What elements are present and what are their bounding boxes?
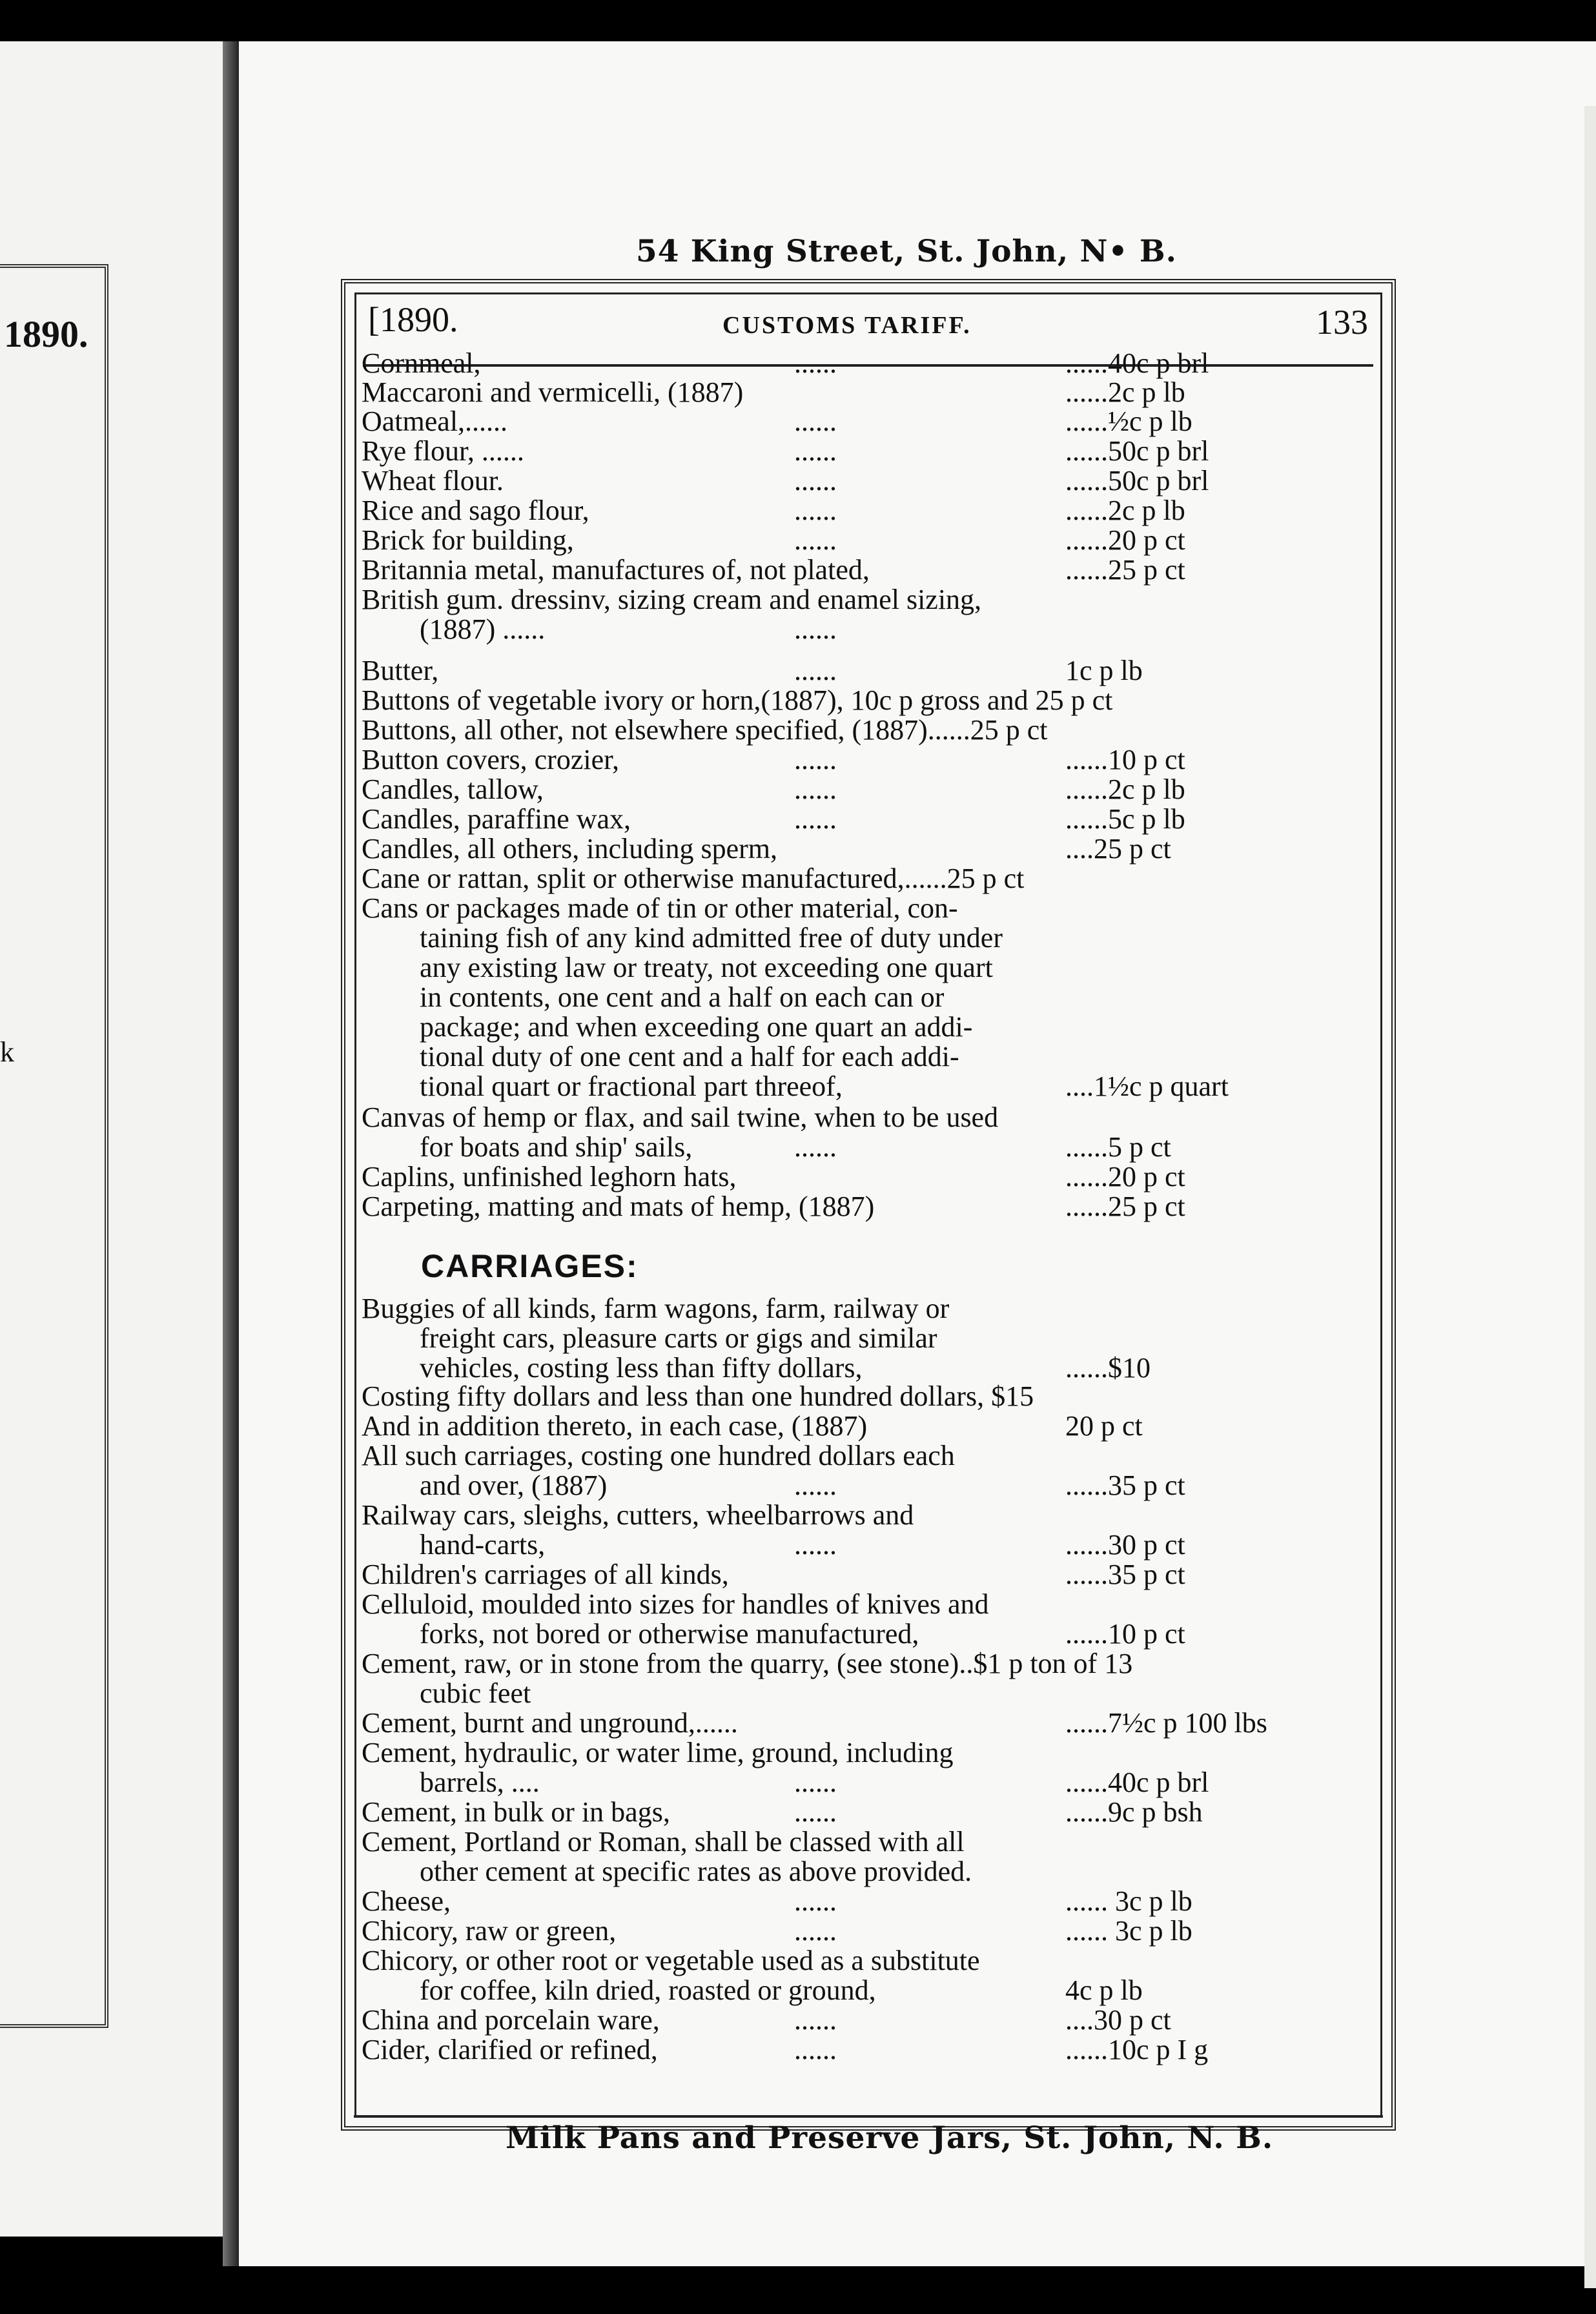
tariff-entry-rate: ......35 p ct [1065, 1559, 1185, 1590]
tariff-entry-line: Cornmeal, [362, 347, 481, 379]
left-page [0, 41, 224, 2237]
tariff-entry-line: tional duty of one cent and a half for each addi- [420, 1041, 959, 1072]
tariff-entry-leader-dots: ...... [794, 495, 837, 526]
tariff-entry-line: hand-carts, [420, 1529, 546, 1561]
tariff-entry-rate: 20 p ct [1065, 1410, 1143, 1442]
tariff-entry-line: Costing fifty dollars and less than one hundred dollars, $15 [362, 1380, 1034, 1412]
tariff-entry-leader-dots: ...... [794, 1469, 837, 1501]
left-page-margin-mark: k [0, 1036, 14, 1068]
tariff-entry-leader-dots: ...... [794, 1766, 837, 1798]
page-gutter [223, 41, 239, 2266]
tariff-entry-rate: ......40c p brl [1065, 347, 1209, 379]
tariff-entry-rate: ......10 p ct [1065, 744, 1185, 775]
tariff-entry-leader-dots: ...... [794, 1529, 837, 1561]
tariff-entry-line: freight cars, pleasure carts or gigs and similar [420, 1322, 937, 1354]
tariff-entry-rate: ......½c p lb [1065, 405, 1192, 437]
tariff-entry-leader-dots: ...... [794, 1885, 837, 1917]
tariff-entry-rate: ......$10 [1065, 1352, 1151, 1384]
tariff-entry-line: Cane or rattan, split or otherwise manufactured,......25 p ct [362, 863, 1025, 894]
tariff-entry-line: Cement, in bulk or in bags, [362, 1796, 670, 1828]
tariff-entry-line: Chicory, raw or green, [362, 1915, 617, 1947]
tariff-entry-line: Candles, tallow, [362, 773, 544, 805]
tariff-entry-leader-dots: ...... [794, 465, 837, 497]
tariff-entry-line: forks, not bored or otherwise manufactured, [420, 1618, 919, 1650]
tariff-entry-line: barrels, .... [420, 1766, 540, 1798]
tariff-entry-rate: ......5c p lb [1065, 803, 1185, 835]
page-number: 133 [1316, 303, 1368, 342]
tariff-entry-line: Candles, all others, including sperm, [362, 833, 777, 865]
tariff-entry-leader-dots: ...... [794, 1131, 837, 1163]
tariff-entry-line: Maccaroni and vermicelli, (1887) [362, 376, 744, 408]
tariff-entry-line: Britannia metal, manufactures of, not plated, [362, 554, 870, 586]
tariff-entry-leader-dots: ...... [794, 773, 837, 805]
tariff-entry-rate: ......2c p lb [1065, 495, 1185, 526]
tariff-entry-line: taining fish of any kind admitted free of duty under [420, 922, 1003, 954]
tariff-entry-rate: ....30 p ct [1065, 2004, 1171, 2036]
tariff-entry-rate: ......7½c p 100 lbs [1065, 1707, 1267, 1739]
tariff-entry-line: and over, (1887) [420, 1469, 608, 1501]
tariff-entry-line: Rice and sago flour, [362, 495, 589, 526]
tariff-entry-line: package; and when exceeding one quart an addi- [420, 1011, 973, 1043]
tariff-entry-leader-dots: ...... [794, 803, 837, 835]
running-head-title: CUSTOMS TARIFF. [722, 312, 972, 339]
tariff-entry-line: Buggies of all kinds, farm wagons, farm, railway or [362, 1293, 950, 1324]
tariff-entry-line: China and porcelain ware, [362, 2004, 660, 2036]
tariff-entry-line: Railway cars, sleighs, cutters, wheelbarrows and [362, 1499, 914, 1531]
tariff-entry-rate: 1c p lb [1065, 655, 1143, 686]
tariff-entry-line: Cement, Portland or Roman, shall be classed with all [362, 1826, 965, 1858]
tariff-entry-line: Children's carriages of all kinds, [362, 1559, 729, 1590]
tariff-entry-line: Cement, burnt and unground,...... [362, 1707, 738, 1739]
tariff-entry-line: Oatmeal,...... [362, 405, 508, 437]
tariff-entry-rate: ......30 p ct [1065, 1529, 1185, 1561]
tariff-entry-leader-dots: ...... [794, 2004, 837, 2036]
tariff-entry-line: other cement at specific rates as above provided. [420, 1856, 972, 1887]
tariff-entry-leader-dots: ...... [794, 405, 837, 437]
tariff-entry-line: And in addition thereto, in each case, (1887) [362, 1410, 868, 1442]
tariff-entry-rate: ......5 p ct [1065, 1131, 1171, 1163]
tariff-entry-line: Rye flour, ...... [362, 435, 524, 467]
tariff-entry-line: Chicory, or other root or vegetable used as a substitute [362, 1945, 980, 1976]
tariff-entry-line: Celluloid, moulded into sizes for handles of knives and [362, 1588, 989, 1620]
tariff-entry-line: Cement, raw, or in stone from the quarry, (see stone)..$1 p ton of 13 [362, 1648, 1133, 1679]
tariff-entry-line: Canvas of hemp or flax, and sail twine, when to be used [362, 1101, 999, 1133]
tariff-entry-line: British gum. dressinv, sizing cream and enamel sizing, [362, 584, 982, 615]
tariff-entry-line: Button covers, crozier, [362, 744, 619, 775]
tariff-entry-leader-dots: ...... [794, 2034, 837, 2065]
bottom-rule [354, 2115, 1383, 2118]
tariff-entry-rate: ......9c p bsh [1065, 1796, 1203, 1828]
tariff-entry-line: (1887) ...... [420, 613, 546, 645]
tariff-entry-line: Cans or packages made of tin or other material, con- [362, 892, 958, 924]
tariff-entry-line: vehicles, costing less than fifty dollars, [420, 1352, 863, 1384]
tariff-entry-line: any existing law or treaty, not exceeding one quart [420, 952, 993, 983]
page-footer: Milk Pans and Preserve Jars, St. John, N. B. [506, 2120, 1274, 2156]
tariff-entry-rate: ...... 3c p lb [1065, 1885, 1192, 1917]
tariff-entry-rate: ......2c p lb [1065, 376, 1185, 408]
tariff-entry-leader-dots: ...... [794, 435, 837, 467]
running-head-year: [1890. [368, 300, 458, 339]
tariff-entry-line: Wheat flour. [362, 465, 504, 497]
tariff-entry-rate: ......50c p brl [1065, 435, 1209, 467]
tariff-entry-line: for boats and ship' sails, [420, 1131, 693, 1163]
tariff-entry-rate: ......40c p brl [1065, 1766, 1209, 1798]
tariff-entry-rate: 4c p lb [1065, 1974, 1143, 2006]
tariff-entry-rate: ......2c p lb [1065, 773, 1185, 805]
page-header: 54 King Street, St. John, N• B. [636, 234, 1178, 269]
tariff-entry-leader-dots: ...... [794, 744, 837, 775]
tariff-entry-rate: ......10c p I g [1065, 2034, 1209, 2065]
tariff-entry-line: All such carriages, costing one hundred dollars each [362, 1440, 955, 1471]
tariff-entry-rate: ....25 p ct [1065, 833, 1171, 865]
tariff-entry-leader-dots: ...... [794, 524, 837, 556]
tariff-entry-rate: ....1½c p quart [1065, 1070, 1229, 1102]
tariff-entry-line: Cheese, [362, 1885, 451, 1917]
tariff-entry-line: Caplins, unfinished leghorn hats, [362, 1161, 737, 1193]
tariff-entry-rate: ......50c p brl [1065, 465, 1209, 497]
tariff-entry-leader-dots: ...... [794, 347, 837, 379]
left-page-frame [0, 264, 108, 2028]
tariff-entry-leader-dots: ...... [794, 655, 837, 686]
tariff-entry-line: Buttons, all other, not elsewhere specified, (1887)......25 p ct [362, 714, 1048, 746]
tariff-entry-line: for coffee, kiln dried, roasted or ground, [420, 1974, 876, 2006]
tariff-entry-line: Carpeting, matting and mats of hemp, (1887) [362, 1191, 875, 1222]
tariff-entry-leader-dots: ...... [794, 613, 837, 645]
tariff-entry-rate: ......25 p ct [1065, 554, 1185, 586]
tariff-entry-line: cubic feet [420, 1677, 531, 1709]
section-heading-carriages: CARRIAGES: [421, 1248, 639, 1284]
tariff-entry-rate: ...... 3c p lb [1065, 1915, 1192, 1947]
left-page-year: 1890. [4, 313, 88, 355]
tariff-entry-line: tional quart or fractional part threeof, [420, 1070, 843, 1102]
tariff-entry-line: Buttons of vegetable ivory or horn,(1887), 10c p gross and 25 p ct [362, 684, 1113, 716]
tariff-entry-rate: ......20 p ct [1065, 1161, 1185, 1193]
tariff-entry-rate: ......20 p ct [1065, 524, 1185, 556]
tariff-entry-rate: ......10 p ct [1065, 1618, 1185, 1650]
tariff-entry-leader-dots: ...... [794, 1915, 837, 1947]
tariff-entry-line: Cement, hydraulic, or water lime, ground, including [362, 1737, 954, 1768]
tariff-entry-line: Brick for building, [362, 524, 574, 556]
tariff-entry-line: Butter, [362, 655, 439, 686]
tariff-entry-rate: ......35 p ct [1065, 1469, 1185, 1501]
tariff-entry-line: Candles, paraffine wax, [362, 803, 631, 835]
tariff-entry-line: in contents, one cent and a half on each can or [420, 981, 945, 1013]
tariff-entry-line: Cider, clarified or refined, [362, 2034, 658, 2065]
tariff-entry-leader-dots: ...... [794, 1796, 837, 1828]
tariff-entry-rate: ......25 p ct [1065, 1191, 1185, 1222]
